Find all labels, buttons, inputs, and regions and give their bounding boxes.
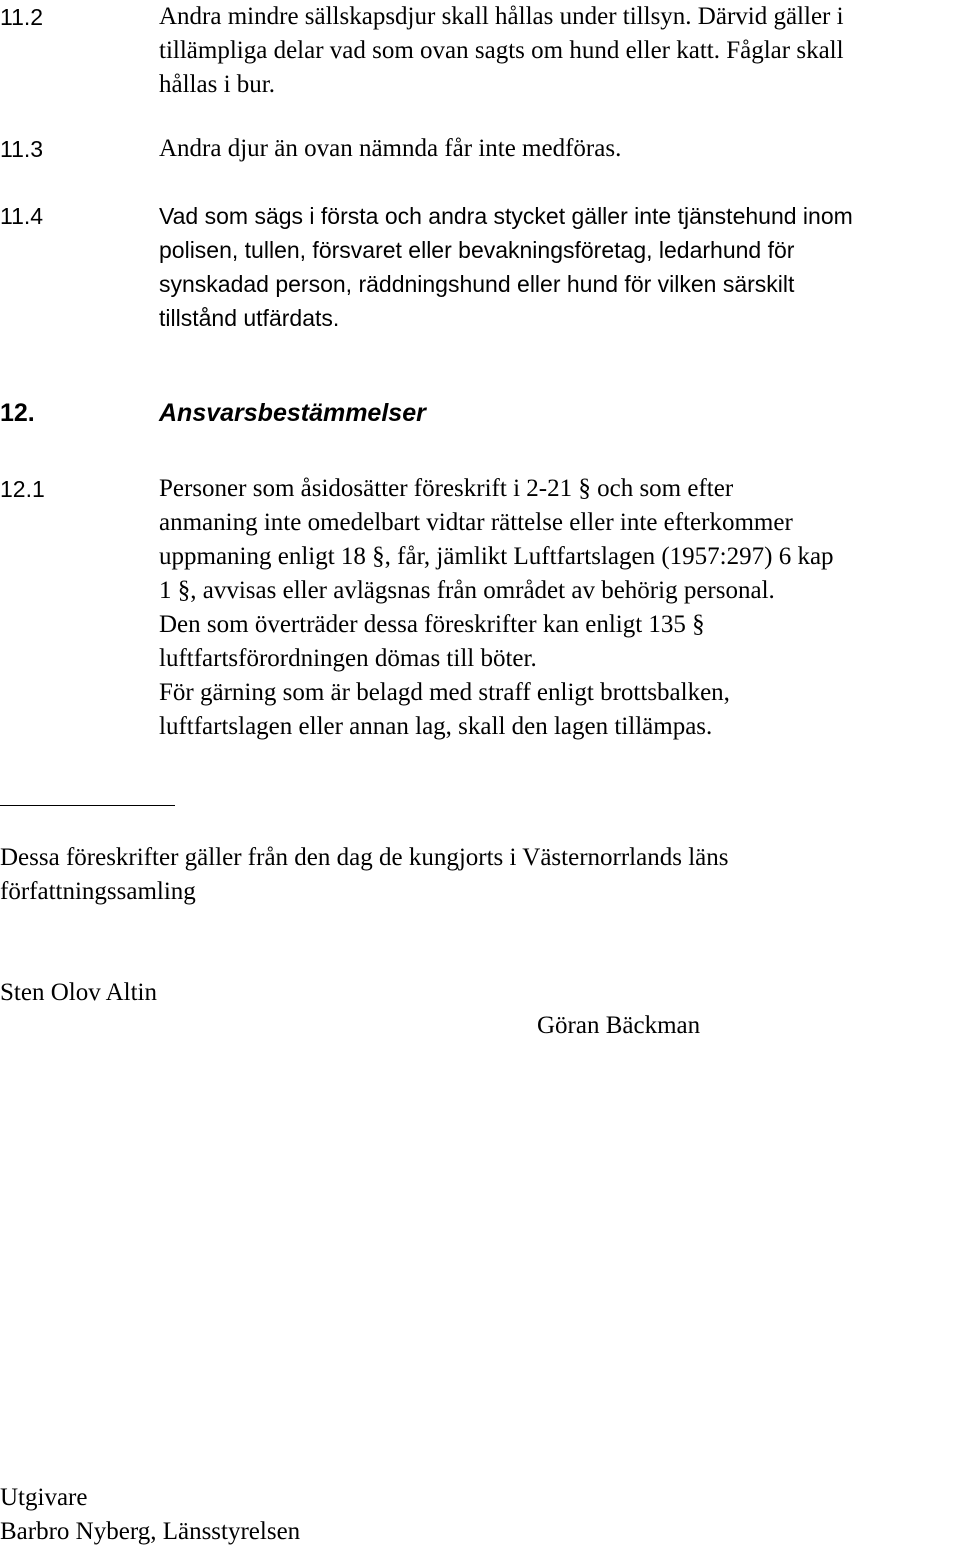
signatory-name: Göran Bäckman (537, 1012, 701, 1039)
text-line: tillstånd utfärdats. (159, 305, 340, 331)
text-line: Den som överträder dessa föreskrifter kan enligt 135 § (159, 611, 705, 638)
section-number: 11.2 (0, 4, 44, 30)
text-line: Vad som sägs i första och andra stycket gäller inte tjänstehund inom (159, 203, 853, 229)
divider (0, 805, 175, 806)
text-line: synskadad person, räddningshund eller hund för vilken särskilt (159, 271, 795, 297)
publisher-name: Barbro Nyberg, Länsstyrelsen (0, 1518, 301, 1545)
signature-first (0, 976, 960, 1010)
text-line: luftfartsförordningen dömas till böter. (159, 645, 537, 672)
validity-statement (0, 841, 960, 909)
signatory-name: Sten Olov Altin (0, 979, 157, 1006)
signature-second (537, 1009, 957, 1043)
section-text (159, 132, 959, 166)
section-text (159, 199, 959, 335)
section-number: 11.4 (0, 203, 44, 229)
text-line: Dessa föreskrifter gäller från den dag de kungjorts i Västernorrlands läns (0, 844, 729, 871)
text-line: Personer som åsidosätter föreskrift i 2-21 § och som efter (159, 475, 734, 502)
section-text (159, 472, 959, 744)
text-line: hållas i bur. (159, 71, 275, 98)
text-line: författningssamling (0, 878, 196, 905)
publisher-label: Utgivare (0, 1484, 88, 1511)
heading-title: Ansvarsbestämmelser (159, 399, 426, 427)
text-line: För gärning som är belagd med straff enligt brottsbalken, (159, 679, 730, 706)
section-text (159, 0, 959, 102)
text-line: Andra mindre sällskapsdjur skall hållas under tillsyn. Därvid gäller i (159, 3, 844, 30)
text-line: anmaning inte omedelbart vidtar rättelse eller inte efterkommer (159, 509, 793, 536)
text-line: 1 §, avvisas eller avlägsnas från området av behörig personal. (159, 577, 775, 604)
section-number: 12.1 (0, 476, 45, 502)
text-line: luftfartslagen eller annan lag, skall den lagen tillämpas. (159, 713, 713, 740)
text-line: Andra djur än ovan nämnda får inte medföras. (159, 135, 622, 162)
text-line: tillämpliga delar vad som ovan sagts om hund eller katt. Fåglar skall (159, 37, 844, 64)
publisher-block (0, 1481, 960, 1549)
text-line: polisen, tullen, försvaret eller bevakningsföretag, ledarhund för (159, 237, 795, 263)
text-line: uppmaning enligt 18 §, får, jämlikt Luftfartslagen (1957:297) 6 kap (159, 543, 834, 570)
section-number: 11.3 (0, 136, 44, 162)
heading-number: 12. (0, 399, 35, 427)
